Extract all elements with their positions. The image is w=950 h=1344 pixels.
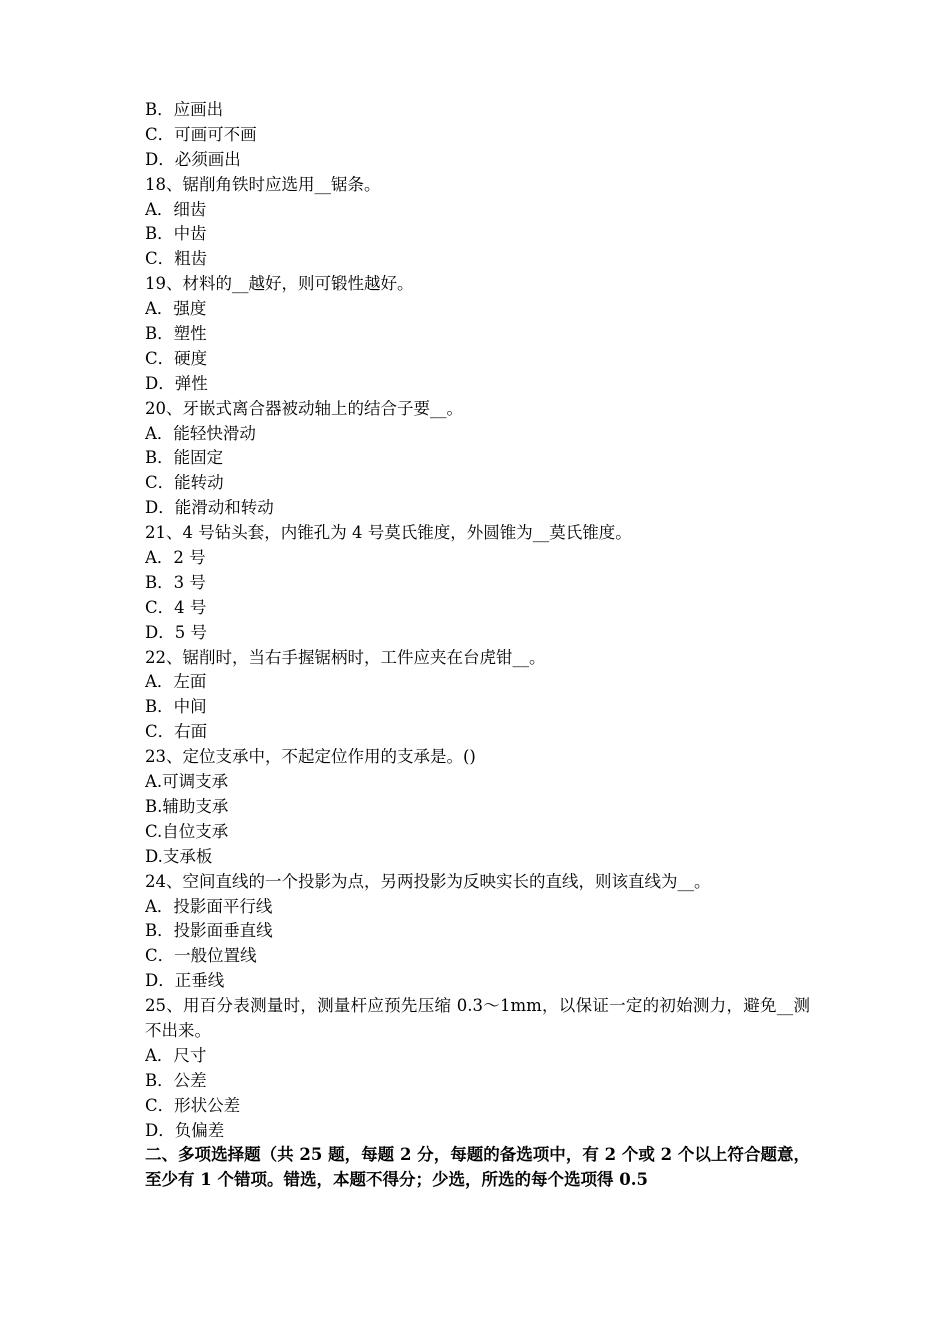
option-b-23: B.辅助支承 [145,796,229,816]
option-b-25: B．公差 [145,1070,207,1090]
option-d-24: D．正垂线 [145,971,225,991]
option-c-18: C．粗齿 [145,249,208,269]
option-a-22: A．左面 [145,672,207,692]
question-24: 24、空间直线的一个投影为点，另两投影为反映实长的直线，则该直线为__。 [145,871,711,891]
document-body [145,98,810,1193]
option-b-20: B．能固定 [145,448,224,468]
option-c-17: C．可画可不画 [145,124,257,144]
option-b-24: B．投影面垂直线 [145,921,273,941]
option-a-23: A.可调支承 [145,772,229,792]
option-c-21: C．4 号 [145,597,207,617]
option-d-25: D．负偏差 [145,1120,225,1140]
option-b-19: B．塑性 [145,324,207,344]
option-d-17: D．必须画出 [145,149,241,169]
option-c-24: C．一般位置线 [145,946,257,966]
option-a-21: A．2 号 [145,548,206,568]
option-b-22: B．中间 [145,697,207,717]
option-b-17: B．应画出 [145,100,224,119]
option-a-24: A．投影面平行线 [145,896,273,916]
question-20: 20、牙嵌式离合器被动轴上的结合子要__。 [145,398,463,418]
question-25: 25、用百分表测量时，测量杆应预先压缩 0.3～1mm，以保证一定的初始测力，避免__测不出来。 [145,996,810,1040]
option-a-20: A．能轻快滑动 [145,423,256,443]
option-c-23: C.自位支承 [145,821,229,841]
option-c-25: C．形状公差 [145,1095,241,1115]
option-c-20: C．能转动 [145,473,224,493]
question-18: 18、锯削角铁时应选用__锯条。 [145,174,381,194]
question-23: 23、定位支承中，不起定位作用的支承是。() [145,747,476,767]
question-19: 19、材料的__越好，则可锻性越好。 [145,274,414,294]
option-b-18: B．中齿 [145,224,207,244]
option-b-21: B．3 号 [145,572,206,592]
section-heading-multiple-choice: 二、多项选择题（共 25 题，每题 2 分，每题的备选项中，有 2 个或 2 个以上符合题意，至少有 1 个错项。错选，本题不得分；少选，所选的每个选项得 0.5 [145,1145,810,1190]
question-21: 21、4 号钻头套，内锥孔为 4 号莫氏锥度，外圆锥为__莫氏锥度。 [145,523,632,543]
option-a-18: A．细齿 [145,199,207,219]
question-22: 22、锯削时，当右手握锯柄时，工件应夹在台虎钳__。 [145,647,546,667]
option-d-20: D．能滑动和转动 [145,498,274,518]
option-a-25: A．尺寸 [145,1045,207,1065]
option-a-19: A．强度 [145,299,207,319]
option-c-19: C．硬度 [145,348,208,368]
option-d-23: D.支承板 [145,846,213,866]
option-c-22: C．右面 [145,722,208,742]
option-d-21: D．5 号 [145,622,207,642]
option-d-19: D．弹性 [145,373,208,393]
